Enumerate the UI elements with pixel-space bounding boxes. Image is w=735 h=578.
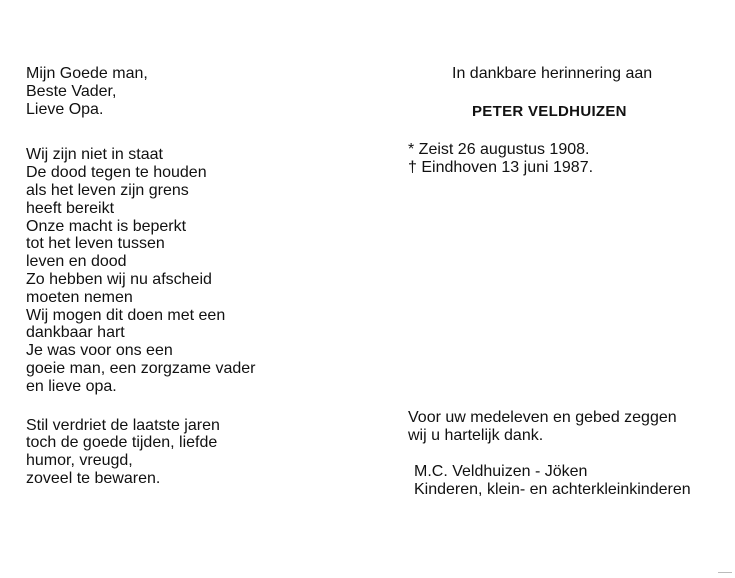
thanks-line: Voor uw medeleven en gebed zeggen <box>408 409 677 426</box>
poem-line: De dood tegen te houden <box>26 164 207 182</box>
greeting-line: Mijn Goede man, <box>26 65 148 82</box>
poem-line: Zo hebben wij nu afscheid <box>26 270 212 288</box>
poem-line: en lieve opa. <box>26 377 117 395</box>
poem-line: Wij mogen dit doen met een <box>26 306 226 324</box>
signatory-line: Kinderen, klein- en achterkleinkinderen <box>414 480 691 498</box>
greeting <box>26 65 356 118</box>
poem-line: Onze macht is beperkt <box>26 217 187 235</box>
closing-verse <box>26 417 356 488</box>
death-line: † Eindhoven 13 juni 1987. <box>408 158 594 176</box>
thanks-text <box>408 409 677 445</box>
greeting-line: Lieve Opa. <box>26 100 104 118</box>
poem-line: goeie man, een zorgzame vader <box>26 359 256 377</box>
signatory-line: M.C. Veldhuizen - Jöken <box>414 463 588 480</box>
poem <box>26 146 356 395</box>
thanks-line: wij u hartelijk dank. <box>408 426 544 444</box>
signatories <box>414 463 691 499</box>
edge-mark <box>718 572 732 573</box>
poem-line: dankbaar hart <box>26 324 125 342</box>
poem-line: tot het leven tussen <box>26 235 165 253</box>
closing-line: Stil verdriet de laatste jaren <box>26 416 220 434</box>
closing-line: zoveel te bewaren. <box>26 469 161 487</box>
poem-line: heeft bereikt <box>26 199 115 217</box>
birth-line: * Zeist 26 augustus 1908. <box>408 141 590 158</box>
life-dates <box>408 141 593 177</box>
poem-line: als het leven zijn grens <box>26 181 189 199</box>
deceased-name: PETER VELDHUIZEN <box>472 103 627 120</box>
poem-line: moeten nemen <box>26 288 133 306</box>
closing-line: humor, vreugd, <box>26 452 133 470</box>
left-column <box>26 65 356 516</box>
intro-text: In dankbare herinnering aan <box>452 65 653 82</box>
closing-line: toch de goede tijden, liefde <box>26 434 218 452</box>
greeting-line: Beste Vader, <box>26 82 117 100</box>
poem-line: leven en dood <box>26 253 127 271</box>
poem-line: Je was voor ons een <box>26 342 173 360</box>
poem-line: Wij zijn niet in staat <box>26 146 163 164</box>
